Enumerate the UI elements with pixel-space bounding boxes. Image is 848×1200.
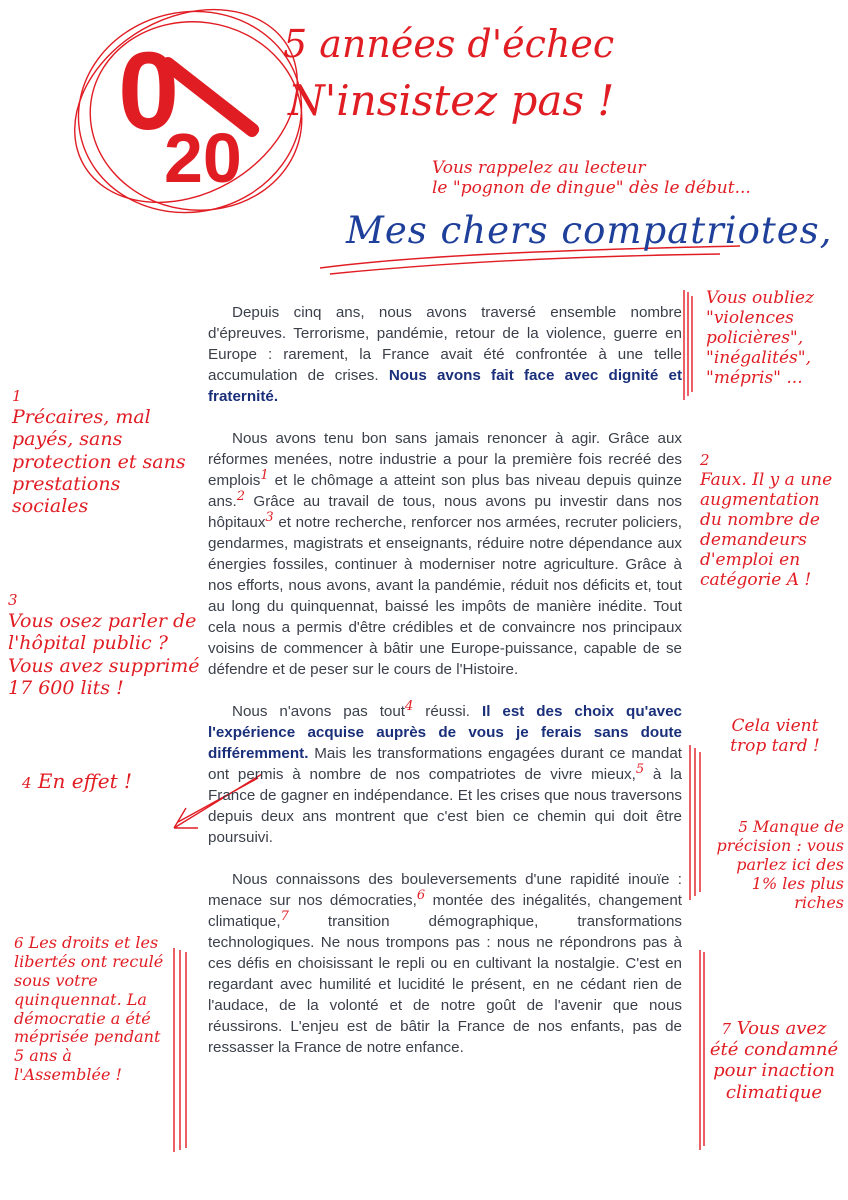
p1-emphasis: Nous avons fait face avec dignité et fraternité.: [208, 367, 682, 405]
p2-text-b: et le chômage a atteint son plus bas niveau depuis quinze ans.: [208, 472, 682, 510]
bracket-p4-right: [700, 950, 704, 1150]
note-3-number: 3: [8, 591, 18, 609]
p2-text-c: Grâce au travail de tous, nous avons pu investir dans nos hôpitaux: [208, 493, 682, 531]
p1-text: Depuis cinq ans, nous avons traversé ensemble nombre d'épreuves. Terrorisme, pandémie, retour de la violence, guerre en Europe : rarement, la France avait été confrontée à une telle accumulation de crises.: [208, 304, 682, 384]
note-5-text: Manque de précision : vous parlez ici des 1% les plus riches: [716, 817, 844, 912]
note-1: [12, 388, 198, 518]
note-7: [706, 1018, 842, 1103]
letter-paragraph-2: [208, 428, 682, 680]
p3-text-a: Nous n'avons pas tout: [232, 703, 406, 720]
note-5: [708, 818, 844, 912]
note-4-number: 4: [22, 774, 32, 792]
note-6-text: Les droits et les libertés ont reculé sous votre quinquennat. La démocratie a été méprisée pendant 5 ans à l'Assemblée !: [14, 933, 164, 1085]
marker-1: 1: [260, 467, 269, 483]
p2-text-a: Nous avons tenu bon sans jamais renoncer à agir. Grâce aux réformes menées, notre industrie a pour la première fois recréé des emplois: [208, 430, 682, 489]
note-5-number: 5: [738, 818, 748, 836]
note-intro: [432, 158, 812, 198]
bracket-p4-left: [174, 948, 186, 1152]
p4-text-a: Nous connaissons des bouleversements d'une rapidité inouïe : menace sur nos démocraties,: [208, 871, 682, 909]
salutation-strike-2: [330, 254, 720, 274]
letter-paragraph-4: [208, 869, 682, 1058]
note-3-text: Vous osez parler de l'hôpital public ? Vous avez supprimé 17 600 lits !: [8, 609, 200, 699]
letter-paragraph-3: [208, 698, 682, 848]
p3-text-c: Mais les transformations engagées durant ce mandat ont permis à nombre de nos compatriotes de vivre mieux,: [208, 745, 682, 783]
letter-paragraph-1: [208, 302, 682, 407]
p3-text-d: à la France de gagner en indépendance. Et les crises que nous traversons depuis deux ans montrent que c'est bien ce chemin qui doit être poursuivi.: [208, 766, 682, 846]
note-4-text: En effet !: [37, 769, 133, 793]
grade-numerator: 0: [118, 30, 180, 153]
headline-line2: N'insistez pas !: [288, 76, 615, 125]
headline-line1: 5 années d'échec: [283, 22, 615, 66]
note-6-number: 6: [14, 934, 24, 952]
note-intro-line1: Vous rappelez au lecteur: [432, 158, 646, 178]
note-6: [14, 934, 170, 1085]
note-2-text: Faux. Il y a une augmentation du nombre de demandeurs d'emploi en catégorie A !: [700, 469, 833, 590]
marker-7: 7: [280, 908, 289, 924]
note-7-number: 7: [721, 1020, 732, 1038]
note-forgotten: Vous oubliez "violences policières", "inégalités", "mépris" ...: [706, 288, 814, 389]
note-too-late: Cela vient trop tard !: [730, 716, 820, 757]
marker-6: 6: [416, 887, 426, 903]
p4-text-c: transition démographique, transformations technologiques. Ne nous trompons pas : nous ne répondrons pas à ces défis en choisissant le repli ou en cultivant la nostalgie. C'est en regardant avec humilité et lucidité le présent, en ne cédant rien de l'audace, de la volonté et de notre goût de l'avenir que nous réussirons. L'enjeu est de bâtir la France de nos enfants, pas de ressasser la France de notre enfance.: [208, 913, 682, 1056]
grade-denominator: 20: [164, 119, 242, 197]
note-1-text: Précaires, mal payés, sans protection et sans prestations sociales: [12, 405, 186, 518]
letter-salutation: Mes chers compatriotes,: [346, 209, 833, 252]
note-2-number: 2: [700, 451, 710, 469]
p4-text-b: montée des inégalités, changement climatique,: [208, 892, 682, 930]
marker-5: 5: [635, 761, 645, 777]
p2-text-d: et notre recherche, renforcer nos armées, recruter policiers, gendarmes, magistrats et enseignants, réduire notre dépendance aux énergies fossiles, continuer à moderniser notre agriculture. Grâce à nos efforts, nous avons, avant la pandémie, réduit nos déficits et, tout au long du quinquennat, baissé les impôts de manière inédite. Tout cela nous a permis d'être crédibles et de convaincre nos principaux voisins de commencer à bâtir une Europe-puissance, capable de se défendre et de peser sur le cours de l'Histoire.: [208, 514, 682, 678]
letter-body: [208, 302, 682, 1079]
note-1-number: 1: [12, 387, 22, 405]
p3-emphasis: Il est des choix qu'avec l'expérience acquise auprès de vous je ferais sans doute différemment.: [208, 703, 682, 762]
p3-text-b: réussi.: [413, 703, 482, 720]
note-3: [8, 592, 204, 699]
note-7-text: Vous avez été condamné pour inaction climatique: [709, 1018, 839, 1103]
note-4: [22, 770, 182, 794]
note-intro-line2: le "pognon de dingue" dès le début...: [432, 178, 751, 199]
note-2: [700, 452, 846, 590]
marker-2: 2: [236, 488, 245, 504]
marker-4: 4: [405, 698, 414, 714]
marker-3: 3: [265, 509, 274, 525]
bracket-top-right: [684, 290, 692, 400]
bracket-p3: [690, 745, 700, 900]
